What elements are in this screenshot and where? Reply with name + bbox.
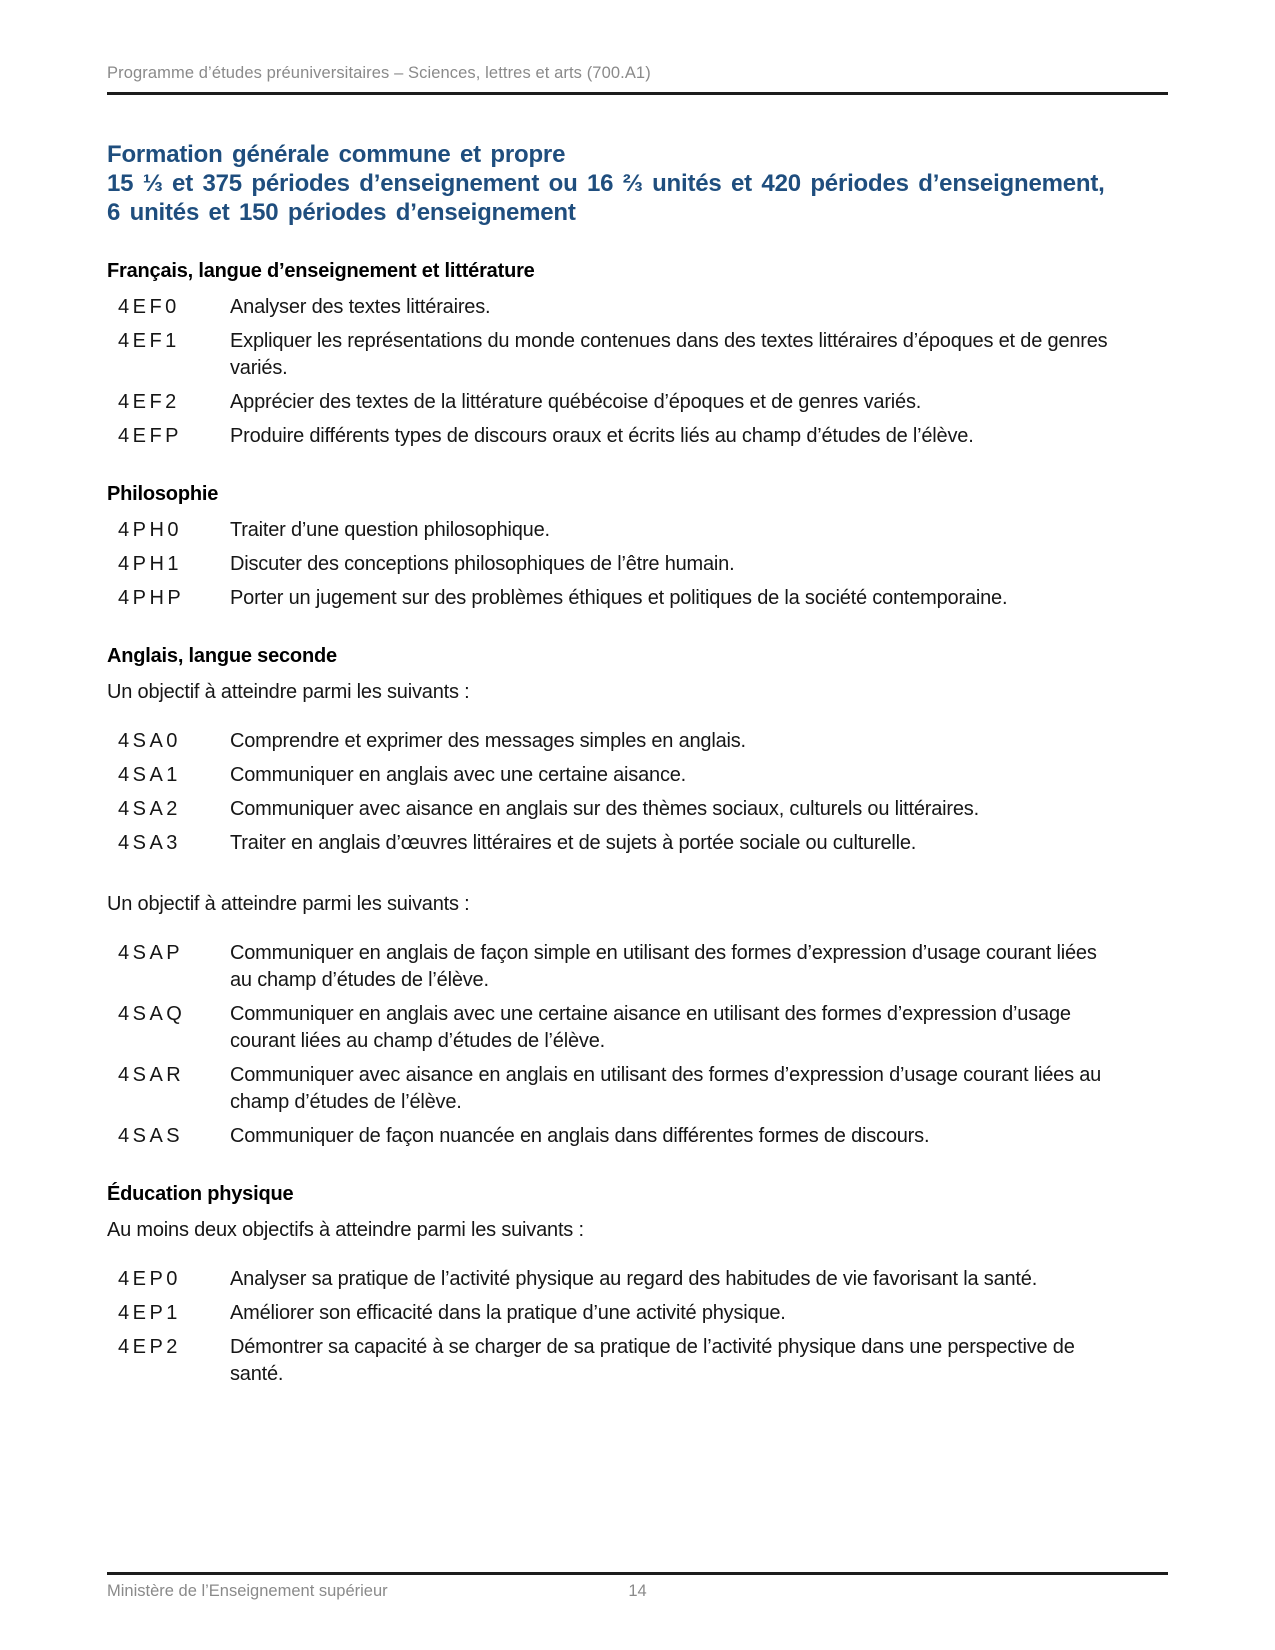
footer-ministry-label: Ministère de l’Enseignement supérieur	[107, 1582, 388, 1600]
objective-list	[107, 294, 1168, 450]
title-line-1: Formation générale commune et propre	[107, 141, 566, 168]
objective-text: Apprécier des textes de la littérature québécoise d’époques et de genres variés.	[230, 391, 922, 413]
objective-row	[107, 294, 1168, 321]
page-header	[107, 64, 1168, 95]
objective-row	[107, 517, 1168, 544]
objective-row	[107, 328, 1168, 382]
page-title	[107, 140, 1168, 227]
objective-text: Analyser sa pratique de l’activité physique au regard des habitudes de vie favorisant la santé.	[230, 1268, 1038, 1290]
objective-text: Communiquer avec aisance en anglais en utilisant des formes d’expression d’usage courant liées au champ d’études de l’élève.	[230, 1064, 1102, 1113]
objective-text: Communiquer avec aisance en anglais sur des thèmes sociaux, culturels ou littéraires.	[230, 798, 979, 820]
objective-code: 4EF2	[118, 391, 180, 413]
objective-text: Communiquer en anglais avec une certaine aisance en utilisant des formes d’expression d’usage courant liées au champ d’études de l’élève.	[230, 1003, 1071, 1052]
objective-code: 4SAQ	[118, 1003, 186, 1025]
page-footer	[107, 1572, 1168, 1601]
objective-code: 4SAP	[118, 942, 184, 964]
objective-text: Communiquer en anglais avec une certaine aisance.	[230, 764, 687, 786]
objective-row	[107, 423, 1168, 450]
section-heading-francais: Français, langue d’enseignement et littérature	[107, 260, 535, 282]
objective-row	[107, 389, 1168, 416]
section-heading-anglais: Anglais, langue seconde	[107, 645, 337, 667]
objective-code: 4SA0	[118, 730, 181, 752]
header-rule	[107, 92, 1168, 95]
objective-row	[107, 830, 1168, 857]
objective-code: 4SAS	[118, 1125, 184, 1147]
objective-list	[107, 940, 1168, 1150]
objective-row	[107, 940, 1168, 994]
objective-text: Porter un jugement sur des problèmes éthiques et politiques de la société contemporaine.	[230, 587, 1008, 609]
objective-code: 4EF1	[118, 330, 180, 352]
footer-rule	[107, 1572, 1168, 1575]
objective-code: 4EF0	[118, 296, 180, 318]
objective-text: Améliorer son efficacité dans la pratique d’une activité physique.	[230, 1302, 786, 1324]
objective-code: 4SA2	[118, 798, 181, 820]
objective-row	[107, 796, 1168, 823]
objective-list	[107, 517, 1168, 612]
section-philosophie	[107, 482, 1168, 612]
objective-code: 4EFP	[118, 425, 183, 447]
objective-text: Discuter des conceptions philosophiques de l’être humain.	[230, 553, 735, 575]
objective-text: Expliquer les représentations du monde contenues dans des textes littéraires d’époques et de genres variés.	[230, 330, 1108, 379]
objective-row	[107, 1062, 1168, 1116]
objective-text: Analyser des textes littéraires.	[230, 296, 491, 318]
section-heading-education-physique: Éducation physique	[107, 1183, 294, 1205]
objective-code: 4PH0	[118, 519, 183, 541]
title-line-2: 15 ⅓ et 375 périodes d’enseignement ou 16 ⅔ unités et 420 périodes d’enseignement,	[107, 170, 1105, 197]
section-intro: Un objectif à atteindre parmi les suivants :	[107, 893, 470, 915]
objective-row	[107, 551, 1168, 578]
header-title: Programme d’études préuniversitaires – Sciences, lettres et arts (700.A1)	[107, 64, 651, 82]
section-anglais-propre	[107, 891, 1168, 1150]
objective-list	[107, 728, 1168, 857]
objective-text: Communiquer en anglais de façon simple en utilisant des formes d’expression d’usage courant liées au champ d’études de l’élève.	[230, 942, 1097, 991]
section-francais	[107, 259, 1168, 450]
objective-code: 4SAR	[118, 1064, 185, 1086]
objective-text: Comprendre et exprimer des messages simples en anglais.	[230, 730, 746, 752]
objective-row	[107, 1266, 1168, 1293]
section-anglais	[107, 644, 1168, 857]
objective-text: Traiter d’une question philosophique.	[230, 519, 550, 541]
objective-list	[107, 1266, 1168, 1388]
objective-code: 4PH1	[118, 553, 183, 575]
objective-row	[107, 1300, 1168, 1327]
objective-text: Traiter en anglais d’œuvres littéraires et de sujets à portée sociale ou culturelle.	[230, 832, 917, 854]
objective-code: 4SA1	[118, 764, 181, 786]
section-intro: Au moins deux objectifs à atteindre parmi les suivants :	[107, 1219, 584, 1241]
objective-text: Produire différents types de discours oraux et écrits liés au champ d’études de l’élève.	[230, 425, 974, 447]
section-education-physique	[107, 1182, 1168, 1388]
objective-code: 4EP1	[118, 1302, 181, 1324]
objective-row	[107, 585, 1168, 612]
objective-row	[107, 728, 1168, 755]
page-number: 14	[628, 1582, 647, 1600]
objective-code: 4SA3	[118, 832, 181, 854]
objective-code: 4EP2	[118, 1336, 181, 1358]
objective-text: Démontrer sa capacité à se charger de sa pratique de l’activité physique dans une perspective de santé.	[230, 1336, 1075, 1385]
objective-row	[107, 1001, 1168, 1055]
objective-row	[107, 762, 1168, 789]
title-line-3: 6 unités et 150 périodes d’enseignement	[107, 199, 576, 226]
objective-row	[107, 1123, 1168, 1150]
section-heading-philosophie: Philosophie	[107, 483, 219, 505]
objective-code: 4PHP	[118, 587, 185, 609]
objective-code: 4EP0	[118, 1268, 181, 1290]
objective-text: Communiquer de façon nuancée en anglais dans différentes formes de discours.	[230, 1125, 930, 1147]
objective-row	[107, 1334, 1168, 1388]
section-intro: Un objectif à atteindre parmi les suivants :	[107, 681, 470, 703]
